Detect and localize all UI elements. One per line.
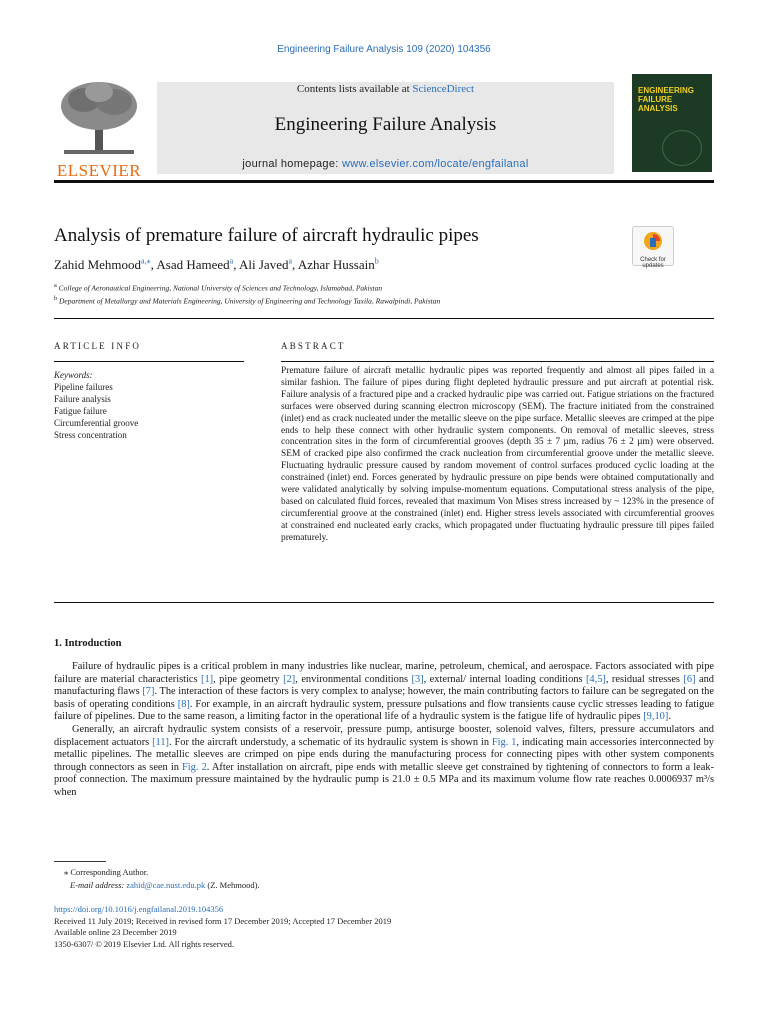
author-separator: , — [150, 257, 157, 273]
author-name: Azhar Hussain — [297, 257, 375, 273]
author-affil-marker[interactable]: b — [374, 257, 379, 266]
paragraph-text: , indicating main accessories interconnected by metallic pipelines. The metallic sleeves are crimped on pipe ends during the manufacturing process for connecting pipes with other system components through connectors as seen in — [54, 736, 714, 773]
citation-link[interactable]: [7] — [142, 686, 155, 698]
paragraph-text: . The interaction of these factors is very complex to analyse; however, the main contributing factors to failure can be segregated on the basis of operating conditions — [54, 686, 714, 710]
keyword: Fatigue failure — [54, 406, 107, 416]
citation-link[interactable]: [3] — [411, 673, 424, 685]
check-for-updates-badge[interactable] — [632, 226, 674, 269]
author[interactable] — [54, 257, 156, 272]
citation-link[interactable]: [9,10] — [643, 711, 669, 723]
email-suffix: (Z. Mehmood). — [205, 880, 260, 890]
author-affil-marker[interactable]: a — [288, 257, 293, 266]
doi-link[interactable]: https://doi.org/10.1016/j.engfailanal.2019.104356 — [54, 904, 224, 914]
keywords-label: Keywords: — [54, 370, 93, 380]
check-updates-icon — [642, 230, 664, 252]
elsevier-tree-icon — [54, 78, 144, 158]
introduction-heading: 1. Introduction — [54, 638, 122, 649]
citation-link[interactable]: [8] — [177, 698, 190, 710]
author-list — [54, 257, 379, 273]
citation-link[interactable]: [4,5] — [585, 673, 606, 685]
cover-title: ENGINEERING FAILURE ANALYSIS — [638, 86, 695, 113]
paragraph-text: Failure of hydraulic pipes is a critical problem in many industries like nuclear, marine, petroleum, chemical, and aerospace. Factors associated with pipe failure are material characteristics — [54, 661, 714, 685]
author-name: Asad Hameed — [156, 257, 230, 273]
homepage-link[interactable]: www.elsevier.com/locate/engfailanal — [341, 158, 529, 170]
keyword: Failure analysis — [54, 394, 111, 404]
abstract-bottom-rule — [54, 602, 714, 603]
affiliation-marker: a — [54, 282, 57, 289]
paragraph-text: Generally, an aircraft hydraulic system consists of a reservoir, pressure pump, antisurge booster, solenoid valves, filters, pressure accumulators and displacement actuators — [54, 723, 714, 748]
affiliation — [54, 282, 382, 293]
intro-paragraph-1 — [54, 661, 714, 724]
author-affil-marker[interactable]: a — [229, 257, 234, 266]
email-label: E-mail address: — [70, 880, 127, 890]
homepage-prefix: journal homepage: — [242, 158, 342, 170]
abstract-heading: ABSTRACT — [281, 341, 346, 351]
paragraph-text: , pipe geometry — [213, 673, 284, 685]
article-info-heading: ARTICLE INFO — [54, 341, 142, 351]
author[interactable] — [298, 257, 379, 272]
journal-banner — [157, 82, 614, 174]
keyword: Stress concentration — [54, 430, 127, 440]
author[interactable] — [239, 257, 298, 272]
paragraph-text: . — [668, 711, 671, 723]
citation-link[interactable]: [6] — [683, 673, 696, 685]
citation-link[interactable]: Fig. 1 — [491, 736, 517, 748]
paragraph-text: and manufacturing flaws — [54, 673, 714, 698]
paragraph-text: , residual stresses — [605, 673, 684, 685]
author-affil-marker[interactable]: a,⁎ — [141, 257, 151, 266]
affiliation-text: Department of Metallurgy and Materials Engineering, University of Engineering and Technology Taxila, Rawalpindi, Pakistan — [59, 296, 441, 306]
corresponding-author-note: ⁎ Corresponding Author. — [64, 867, 149, 877]
abstract-rule — [281, 361, 714, 362]
elsevier-wordmark: ELSEVIER — [56, 161, 142, 180]
intro-paragraph-2 — [54, 724, 714, 800]
available-online: Available online 23 December 2019 — [54, 927, 177, 937]
affiliation-marker: b — [54, 295, 58, 302]
article-title: Analysis of premature failure of aircraft hydraulic pipes — [54, 225, 479, 246]
header-rule — [54, 180, 714, 183]
email-note — [70, 880, 260, 890]
received-dates: Received 11 July 2019; Received in revised form 17 December 2019; Accepted 17 December 2019 — [54, 915, 392, 926]
journal-cover — [632, 74, 712, 172]
paragraph-text: . After installation on aircraft, pipe ends with metallic sleeve get constrained by tightening of connectors to form a leak-proof connection. The maximum pressure maintained by the hydraulic pump is 21.0 ± 0.5 MPa and its maximum volume flow rate reaches 0.0006937 m³/s when — [54, 761, 714, 798]
article-info-rule — [54, 361, 244, 362]
journal-reference[interactable]: Engineering Failure Analysis 109 (2020) 104356 — [277, 44, 491, 55]
keyword: Circumferential groove — [54, 418, 139, 428]
paragraph-text: , external/ internal loading conditions — [423, 673, 586, 685]
author[interactable] — [156, 257, 239, 272]
check-updates-label: Check for updates — [640, 257, 666, 269]
paragraph-text: , environmental conditions — [295, 673, 412, 685]
footnote-rule — [54, 861, 106, 862]
copyright: 1350-6307/ © 2019 Elsevier Ltd. All rights reserved. — [54, 938, 234, 949]
author-name: Zahid Mehmood — [54, 257, 142, 273]
article-footer — [54, 904, 391, 950]
abstract-text: Premature failure of aircraft metallic hydraulic pipes was reported frequently and almost all pipes failed in a similar fashion. The failure of pipes during flight depleted hydraulic pressure and put aircraft at potential risk. Failure analysis of a fractured pipe and a cracked hydraulic pipe was carried out. Fatigue striations on the fractured surfaces were observed during scanning electron microscopy (SEM). The fracture initiated from the constrained (inlet) end as crack nucleated under the metallic sleeve on the pipe surface. Metallic sleeves are crimped at the pipe ends to help these connect with other hydraulic system components. On removal of metallic sleeves, stress concentration sites in the form of circumferential grooves (depth 35 ± 7 µm, radius 76 ± 2 µm) were observed. SEM of cracked pipe also confirmed the crack nucleation from circumferential groove under the metallic sleeve. Fluctuating hydraulic pressure caused by random movement of control surfaces produced cyclic loading at the constrained (inlet) end. Forces generated by hydraulic pressure on pipe bends were obtained computationally and were validated analytically by solving impulse-momentum equations. Computational stress analysis of the pipe, based on calculated fluid forces, revealed that maximum Von Mises stress increased by ~ 123% in the presence of circumferential groove at the constrained (inlet) end. Higher stress levels associated with circumferential grooves at constrained end nucleated early cracks, which propagated under fluctuating hydraulic pressure till pipes failed prematurely. — [281, 366, 714, 543]
paragraph-text: . For the aircraft understudy, a schematic of its hydraulic system is shown in — [169, 736, 492, 748]
author-name: Ali Javed — [239, 257, 289, 273]
author-separator: , — [233, 257, 240, 273]
citation-link[interactable]: Fig. 2 — [182, 761, 207, 773]
elsevier-logo — [54, 78, 144, 180]
contents-line — [157, 82, 614, 96]
paragraph-text: . For example, in an aircraft hydraulic system, pressure pulsations and flow transients cause cyclic stresses leading to fatigue failure of pipelines. Due to the same reason, a limiting factor in the operational life of a hydraulic system is the fatigue life of hydraulic pipes — [54, 698, 715, 723]
sciencedirect-link[interactable]: ScienceDirect — [412, 83, 475, 95]
contents-prefix: Contents lists available at — [296, 83, 413, 95]
journal-title: Engineering Failure Analysis — [274, 114, 497, 135]
keyword: Pipeline failures — [54, 382, 113, 392]
homepage-line — [157, 158, 614, 170]
affiliation — [54, 295, 440, 306]
introduction-body — [54, 661, 714, 800]
citation-link[interactable]: [11] — [152, 736, 170, 748]
citation-link[interactable]: [1] — [201, 673, 214, 685]
citation-link[interactable]: [2] — [283, 673, 296, 685]
affiliation-text: College of Aeronautical Engineering, National University of Sciences and Technology, Islamabad, Pakistan — [58, 283, 383, 293]
email-link[interactable]: zahid@cae.nust.edu.pk — [126, 880, 206, 890]
section-rule — [54, 318, 714, 319]
keywords-block — [54, 369, 138, 441]
author-separator: , — [292, 257, 298, 273]
